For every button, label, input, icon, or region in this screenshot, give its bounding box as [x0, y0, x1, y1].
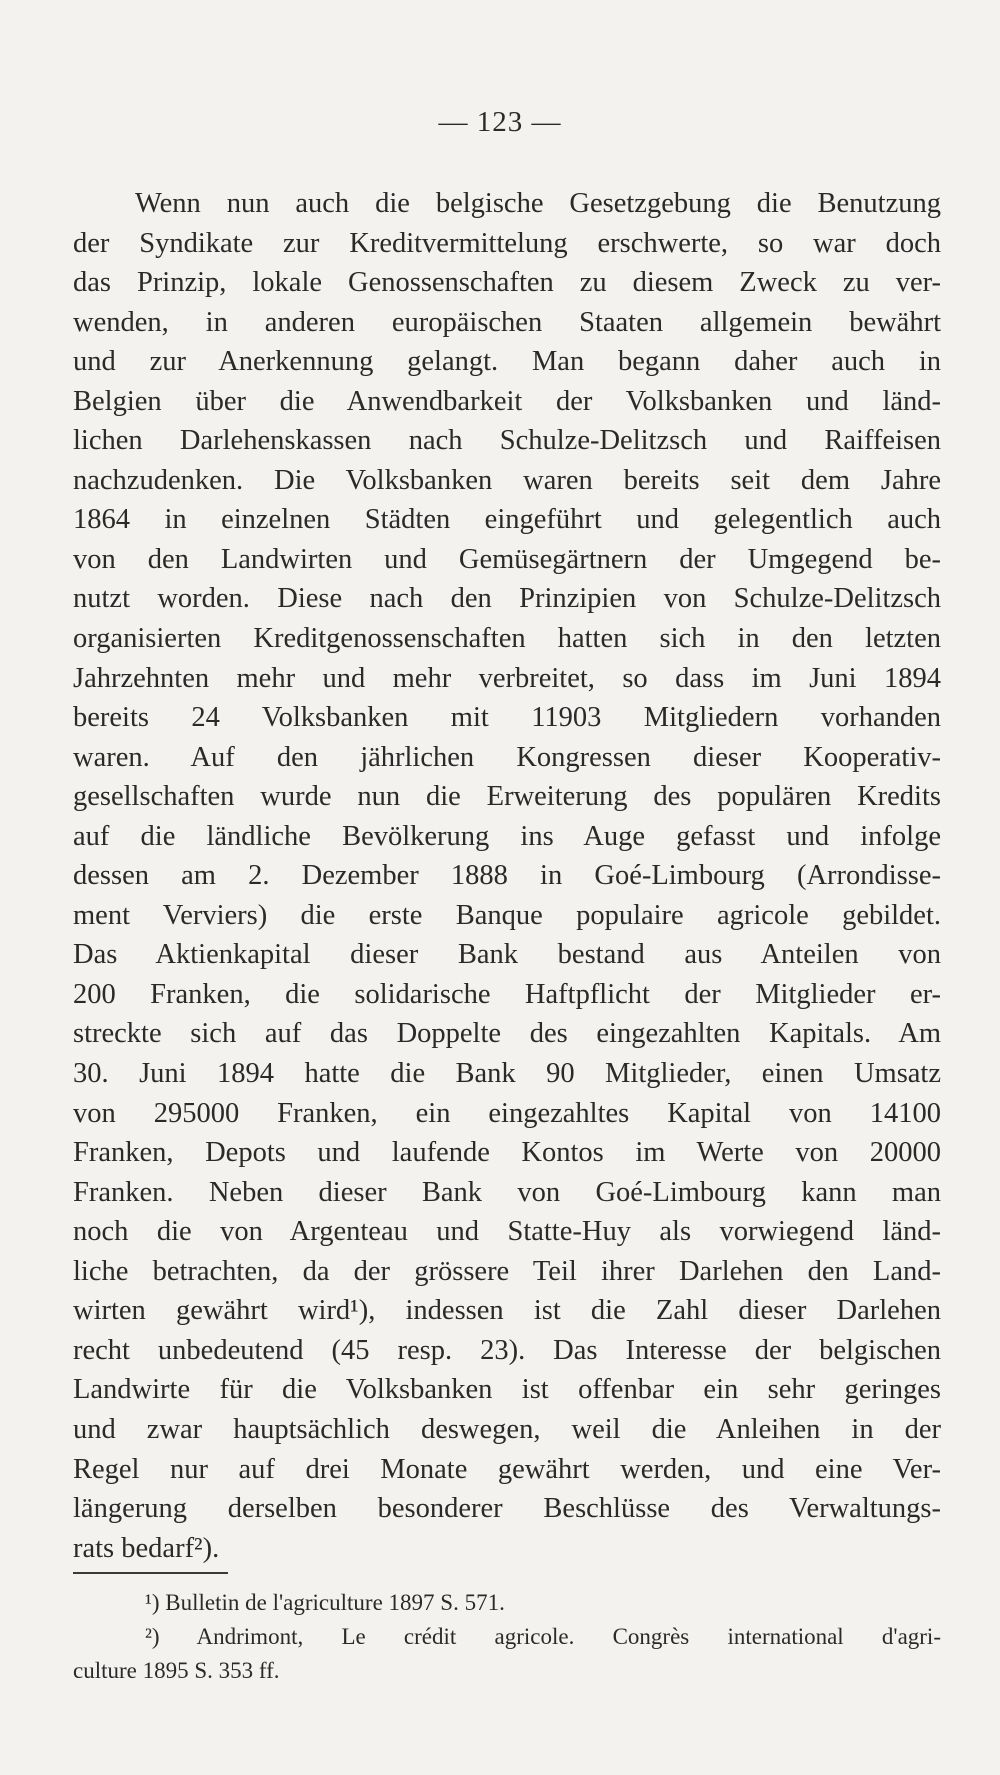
text-line: noch die von Argenteau und Statte-Huy als vorwiegend länd- — [73, 1216, 941, 1248]
body-paragraph — [73, 184, 941, 1568]
text-line: liche betrachten, da der grössere Teil ihrer Darlehen den Land- — [73, 1255, 941, 1287]
footnote-2-continuation: culture 1895 S. 353 ff. — [73, 1658, 280, 1683]
text-line: Landwirte für die Volksbanken ist offenbar ein sehr geringes — [73, 1374, 941, 1406]
text-line: von 295000 Franken, ein eingezahltes Kapital von 14100 — [73, 1097, 941, 1129]
text-line: nutzt worden. Diese nach den Prinzipien von Schulze-Delitzsch — [73, 583, 941, 615]
footnote-2: ²) Andrimont, Le crédit agricole. Congrès international d'agri- — [145, 1624, 941, 1649]
text-line: und zwar hauptsächlich deswegen, weil die Anleihen in der — [73, 1413, 941, 1445]
text-line: streckte sich auf das Doppelte des eingezahlten Kapitals. Am — [73, 1018, 941, 1050]
text-line: dessen am 2. Dezember 1888 in Goé-Limbourg (Arrondisse- — [73, 860, 941, 892]
text-line: der Syndikate zur Kreditvermittelung erschwerte, so war doch — [73, 227, 941, 259]
text-line: nachzudenken. Die Volksbanken waren bereits seit dem Jahre — [73, 464, 941, 496]
text-line: gesellschaften wurde nun die Erweiterung des populären Kredits — [73, 781, 941, 813]
text-line: wenden, in anderen europäischen Staaten allgemein bewährt — [73, 306, 941, 338]
text-line: Jahrzehnten mehr und mehr verbreitet, so dass im Juni 1894 — [73, 662, 941, 694]
footnote-1: ¹) Bulletin de l'agriculture 1897 S. 571. — [145, 1590, 505, 1615]
text-line: wirten gewährt wird¹), indessen ist die Zahl dieser Darlehen — [73, 1295, 941, 1327]
text-line: und zur Anerkennung gelangt. Man begann daher auch in — [73, 346, 941, 378]
text-line: 200 Franken, die solidarische Haftpflicht der Mitglieder er- — [73, 978, 941, 1010]
text-line: recht unbedeutend (45 resp. 23). Das Interesse der belgischen — [73, 1334, 941, 1366]
text-line: lichen Darlehenskassen nach Schulze-Delitzsch und Raiffeisen — [73, 425, 941, 457]
page-number: — 123 — — [438, 106, 562, 138]
text-line: organisierten Kreditgenossenschaften hatten sich in den letzten — [73, 623, 941, 655]
text-line: rats bedarf²). — [73, 1532, 220, 1564]
text-line: das Prinzip, lokale Genossenschaften zu diesem Zweck zu ver- — [73, 267, 941, 299]
text-line: Franken. Neben dieser Bank von Goé-Limbourg kann man — [73, 1176, 941, 1208]
text-line: ment Verviers) die erste Banque populaire agricole gebildet. — [73, 899, 941, 931]
text-line: Regel nur auf drei Monate gewährt werden, und eine Ver- — [73, 1453, 941, 1485]
text-line: waren. Auf den jährlichen Kongressen dieser Kooperativ- — [73, 741, 941, 773]
footnote-separator — [73, 1572, 228, 1574]
text-line: Das Aktienkapital dieser Bank bestand aus Anteilen von — [73, 939, 941, 971]
text-line: auf die ländliche Bevölkerung ins Auge gefasst und infolge — [73, 820, 941, 852]
text-line: Belgien über die Anwendbarkeit der Volksbanken und länd- — [73, 385, 941, 417]
footnotes — [73, 1586, 941, 1688]
text-line: Franken, Depots und laufende Kontos im Werte von 20000 — [73, 1137, 941, 1169]
text-line: bereits 24 Volksbanken mit 11903 Mitgliedern vorhanden — [73, 702, 941, 734]
text-line: von den Landwirten und Gemüsegärtnern der Umgegend be- — [73, 543, 941, 575]
text-line: Wenn nun auch die belgische Gesetzgebung die Benutzung — [135, 188, 941, 219]
text-line: 30. Juni 1894 hatte die Bank 90 Mitglieder, einen Umsatz — [73, 1058, 941, 1090]
text-line: 1864 in einzelnen Städten eingeführt und gelegentlich auch — [73, 504, 941, 536]
text-line: längerung derselben besonderer Beschlüsse des Verwaltungs- — [73, 1493, 941, 1525]
